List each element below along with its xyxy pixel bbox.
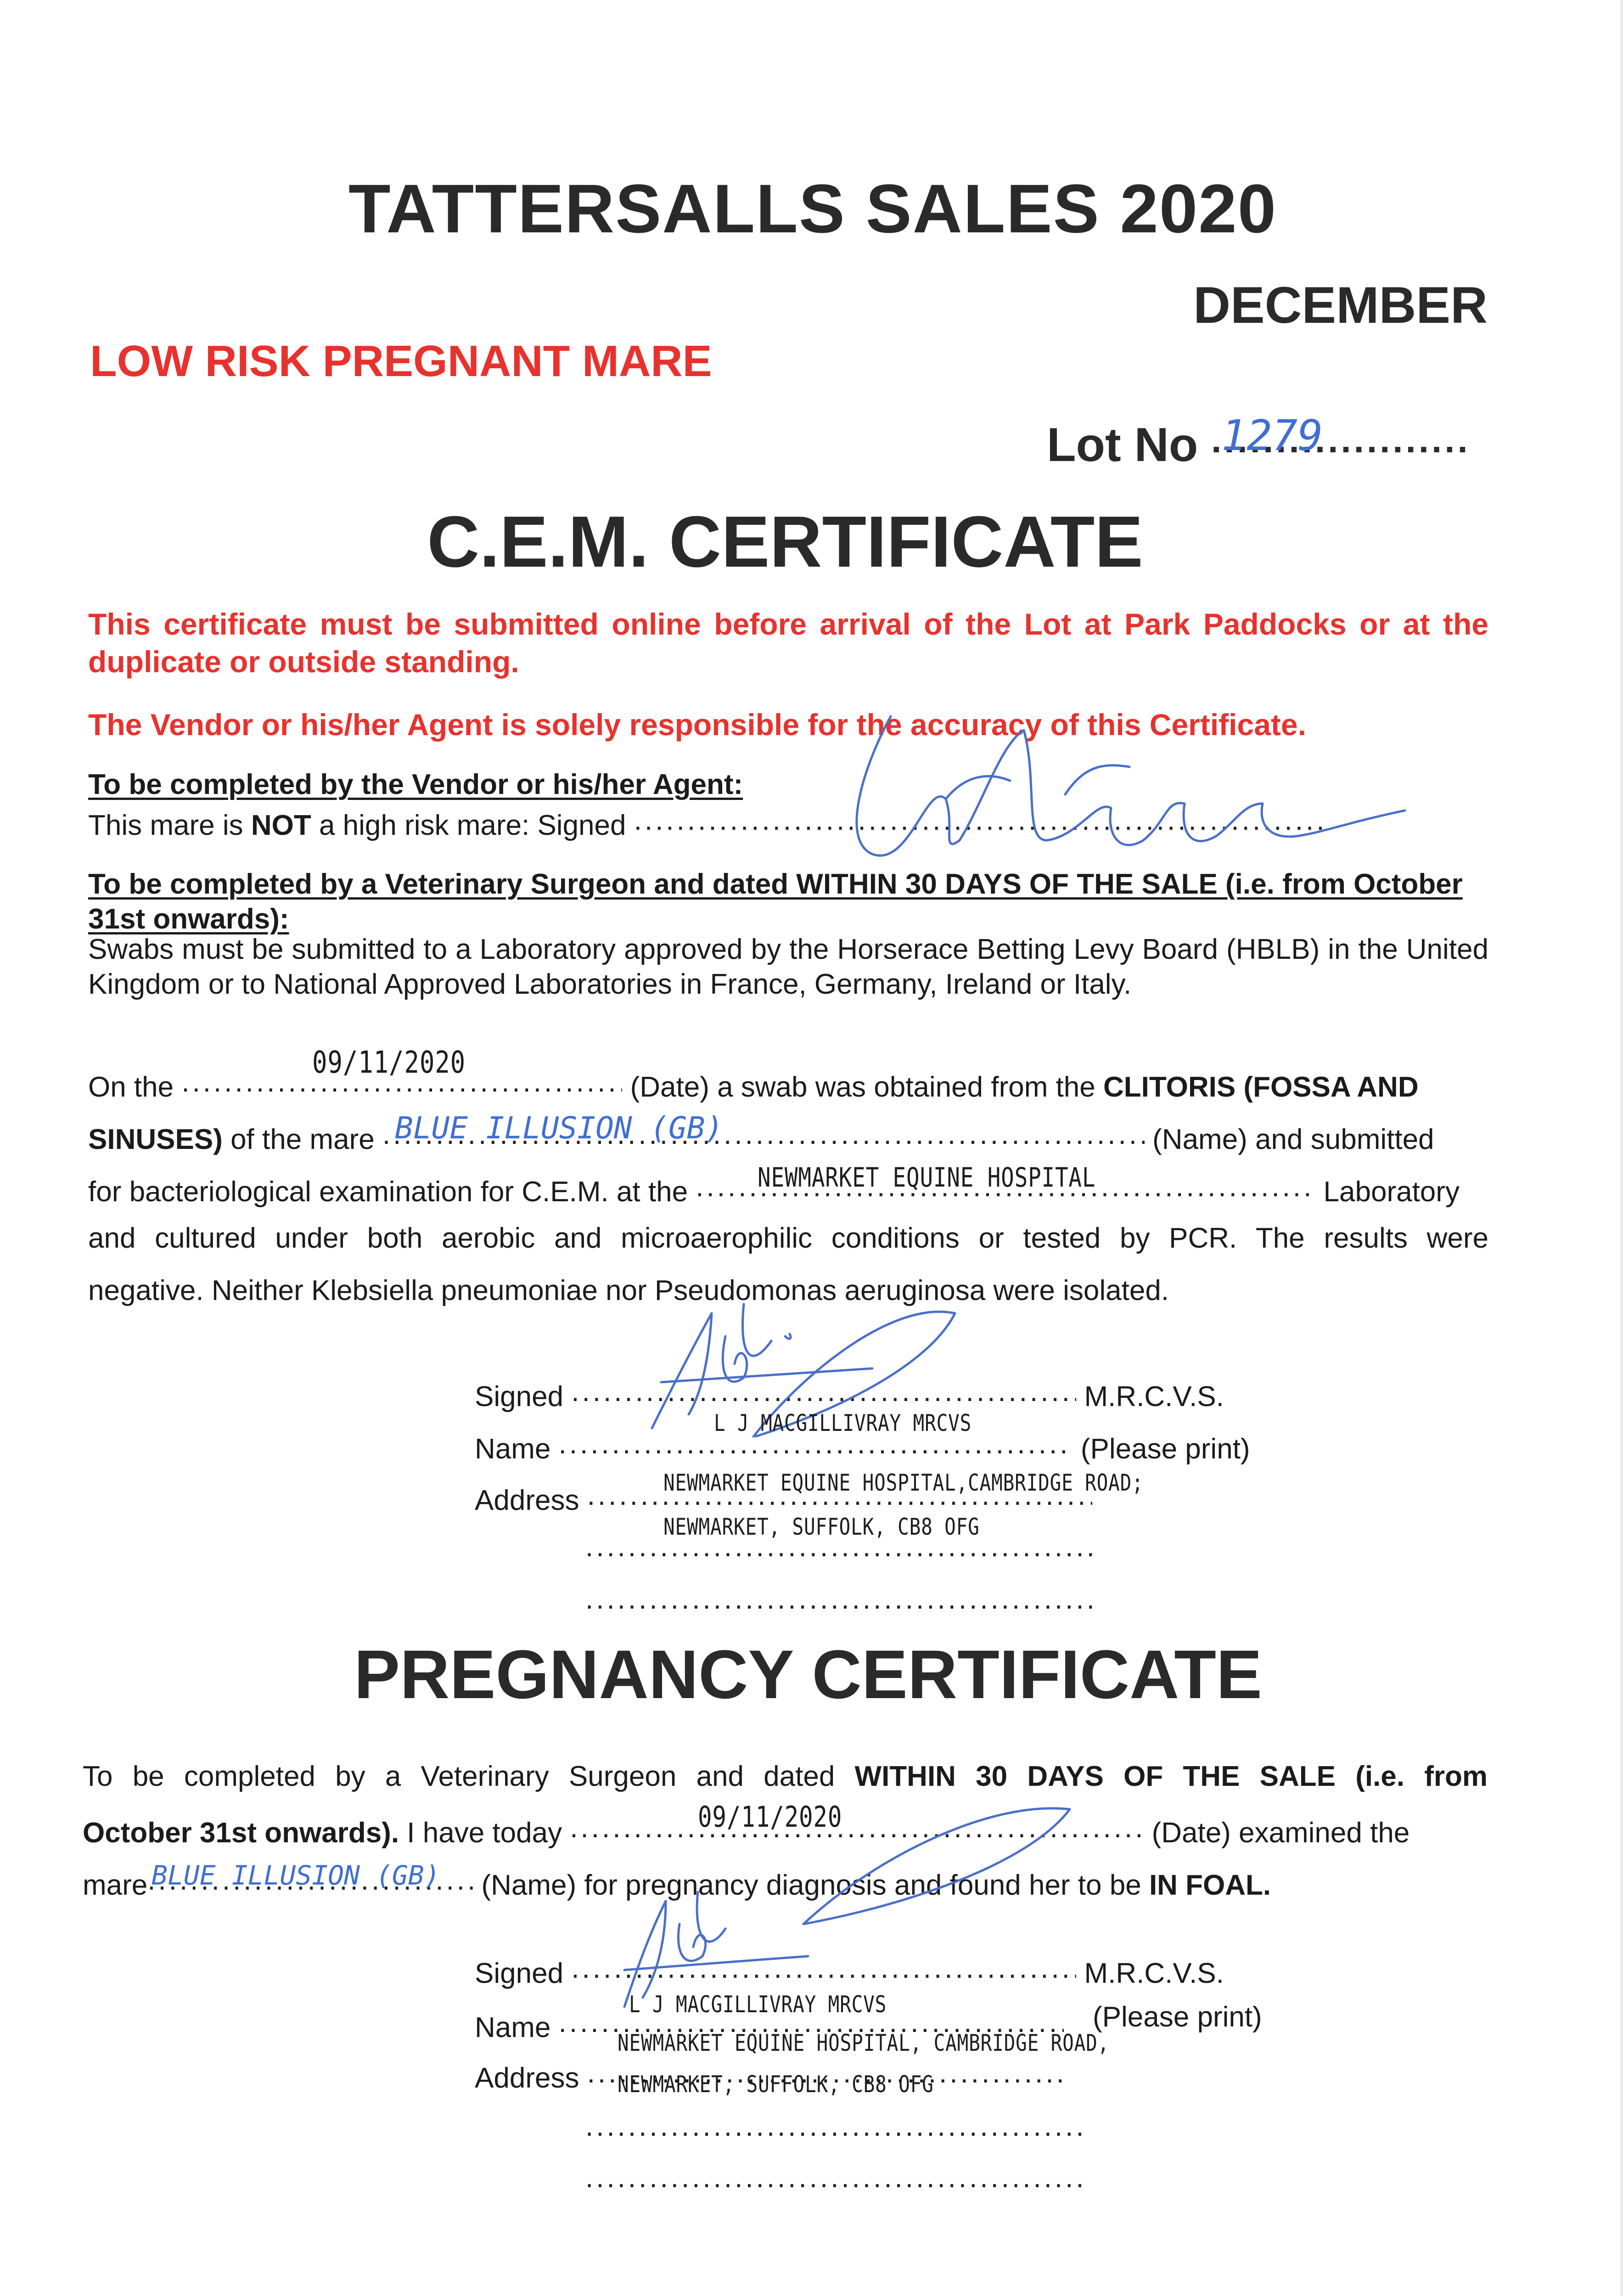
- vendor-statement: This mare is NOT a high risk mare: Signed .....: [88, 806, 1323, 840]
- cem-address-value-2: NEWMARKET, SUFFOLK, CB8 OFG: [663, 1514, 980, 1540]
- pregnancy-vet-name: L J MACGILLIVRAY MRCVS: [629, 1991, 887, 2018]
- page-edge: [1620, 0, 1623, 2296]
- pregnancy-certificate-title: PREGNANCY CERTIFICATE: [354, 1636, 1262, 1713]
- cem-line-4: and cultured under both aerobic and microaerophilic conditions or tested by PCR. The results were: [88, 1222, 1488, 1254]
- pregnancy-address-row: Address .....: [475, 2059, 1069, 2093]
- lot-number-value: 1279: [1221, 411, 1323, 460]
- pregnancy-exam-date: 09/11/2020: [698, 1800, 842, 1834]
- cem-line-3: for bacteriological examination for C.E.M. at the ..... Laboratory: [88, 1173, 1460, 1206]
- pregnancy-address-value-1: NEWMARKET EQUINE HOSPITAL, CAMBRIDGE ROAD,: [618, 2030, 1110, 2056]
- cem-address-row-3: [585, 1585, 1100, 1619]
- cem-vet-name: L J MACGILLIVRAY MRCVS: [714, 1410, 972, 1436]
- pregnancy-line-1: To be completed by a Veterinary Surgeon and dated WITHIN 30 DAYS OF THE SALE (i.e. from: [83, 1761, 1488, 1792]
- cem-mare-name: BLUE ILLUSION (GB): [395, 1110, 724, 1146]
- cem-line-5: negative. Neither Klebsiella pneumoniae nor Pseudomonas aeruginosa were isolated.: [88, 1275, 1169, 1306]
- cem-signed-row: Signed ..... M.R.C.V.S.: [475, 1378, 1224, 1411]
- category-label: LOW RISK PREGNANT MARE: [90, 337, 712, 386]
- cem-responsibility-notice: The Vendor or his/her Agent is solely responsible for the accuracy of this Certificate.: [88, 708, 1306, 742]
- cem-certificate-title: C.E.M. CERTIFICATE: [427, 501, 1143, 582]
- pregnancy-signed-row: Signed ..... M.R.C.V.S.: [475, 1954, 1224, 1988]
- pregnancy-address-row-2: [585, 2112, 1086, 2146]
- cem-swab-date: 09/11/2020: [312, 1045, 466, 1080]
- vet-heading: To be completed by a Veterinary Surgeon and dated WITHIN 30 DAYS OF THE SALE (i.e. from October 31st onwards):: [88, 868, 1463, 935]
- pregnancy-address-value-2: NEWMARKET, SUFFOLK, CB8 OFG: [618, 2071, 934, 2098]
- cem-name-row: Name ..... (Please print): [475, 1430, 1250, 1463]
- pregnancy-name-row: Name .....: [475, 2009, 1064, 2042]
- pregnancy-address-line-3: [585, 2164, 1086, 2192]
- pregnancy-mare-name: BLUE ILLUSION (GB): [152, 1860, 440, 1891]
- vendor-heading: To be completed by the Vendor or his/her Agent:: [88, 769, 743, 800]
- cem-line-2: SINUSES) of the mare ..... (Name) and submitted: [88, 1120, 1434, 1154]
- lot-label: Lot No: [1047, 418, 1198, 472]
- pregnancy-address-line-2: [585, 2112, 1086, 2141]
- vendor-signature: [808, 689, 1414, 882]
- sale-month: DECEMBER: [1193, 276, 1488, 334]
- swabs-note: Swabs must be submitted to a Laboratory approved by the Horserace Betting Levy Board (HBLB) in the United Kingdom or to National Approved Laboratories in France, Germany, Ireland or Italy.: [88, 934, 1488, 1000]
- pregnancy-line-3: mare..... (Name) for pregnancy diagnosis and found her to be IN FOAL.: [83, 1866, 1271, 1900]
- cem-line-1: On the ..... (Date) a swab was obtained from the CLITORIS (FOSSA AND: [88, 1068, 1488, 1102]
- cem-laboratory-name: NEWMARKET EQUINE HOSPITAL: [758, 1162, 1096, 1193]
- cem-submission-notice: This certificate must be submitted online before arrival of the Lot at Park Paddocks or at the duplicate or outside standing.: [88, 607, 1488, 679]
- pregnancy-name-suffix: (Please print): [1093, 2001, 1262, 2033]
- pregnancy-vet-signature: [597, 1860, 918, 2011]
- document-title: TATTERSALLS SALES 2020: [348, 170, 1277, 247]
- cem-address-value-1: NEWMARKET EQUINE HOSPITAL,CAMBRIDGE ROAD;: [663, 1469, 1144, 1496]
- pregnancy-line-2: October 31st onwards). I have today ..... (Date) examined the: [83, 1814, 1410, 1847]
- cem-address-line-3: [585, 1585, 1100, 1614]
- pregnancy-address-row-3: [585, 2164, 1086, 2197]
- cem-address-row: Address .....: [475, 1481, 1092, 1515]
